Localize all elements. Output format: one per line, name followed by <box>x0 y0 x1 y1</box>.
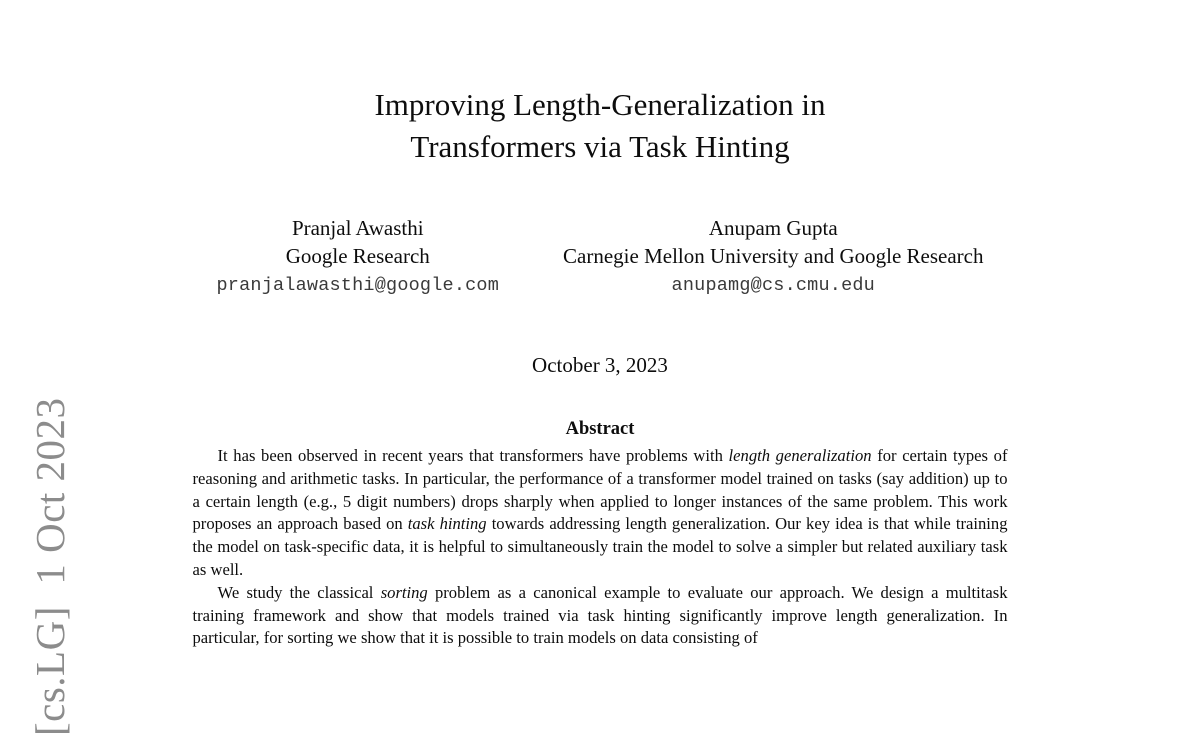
abstract-heading: Abstract <box>565 419 635 439</box>
author-2-email: anupamg@cs.cmu.edu <box>671 275 875 296</box>
arxiv-category-watermark: [cs.LG] 1 Oct 2023 <box>27 397 73 736</box>
paper-title-line-2: Transformers via Task Hinting <box>410 129 790 164</box>
paper-title-line-1: Improving Length-Generalization in <box>374 87 826 122</box>
paper-title <box>0 84 1200 168</box>
author-1 <box>216 214 499 297</box>
abstract-paragraph-2: We study the classical sorting problem as a canonical example to evaluate our approach. We design a multitask training framework and show that models trained via task hinting significantly improve length generalization. In particular, for sorting we show that it is possible to train models on data consisting of <box>192 582 1008 648</box>
author-1-name: Pranjal Awasthi <box>291 216 424 240</box>
paper-date: October 3, 2023 <box>532 353 668 377</box>
paper-page <box>0 84 1200 736</box>
author-1-affiliation: Google Research <box>285 244 430 268</box>
author-2 <box>563 214 983 297</box>
author-2-name: Anupam Gupta <box>708 216 838 240</box>
author-2-affiliation: Carnegie Mellon University and Google Research <box>563 244 984 268</box>
abstract-paragraph-1: It has been observed in recent years that transformers have problems with length generalization for certain types of reasoning and arithmetic tasks. In particular, the performance of a transformer model trained on tasks (say addition) up to a certain length (e.g., 5 digit numbers) drops sharply when applied to longer instances of the same problem. This work proposes an approach based on task hinting towards addressing length generalization. Our key idea is that while training the model on task-specific data, it is helpful to simultaneously train the model to solve a simpler but related auxiliary task as well. <box>192 446 1008 579</box>
author-1-email: pranjalawasthi@google.com <box>216 275 500 296</box>
abstract-body <box>193 445 1008 650</box>
author-block <box>0 214 1200 297</box>
